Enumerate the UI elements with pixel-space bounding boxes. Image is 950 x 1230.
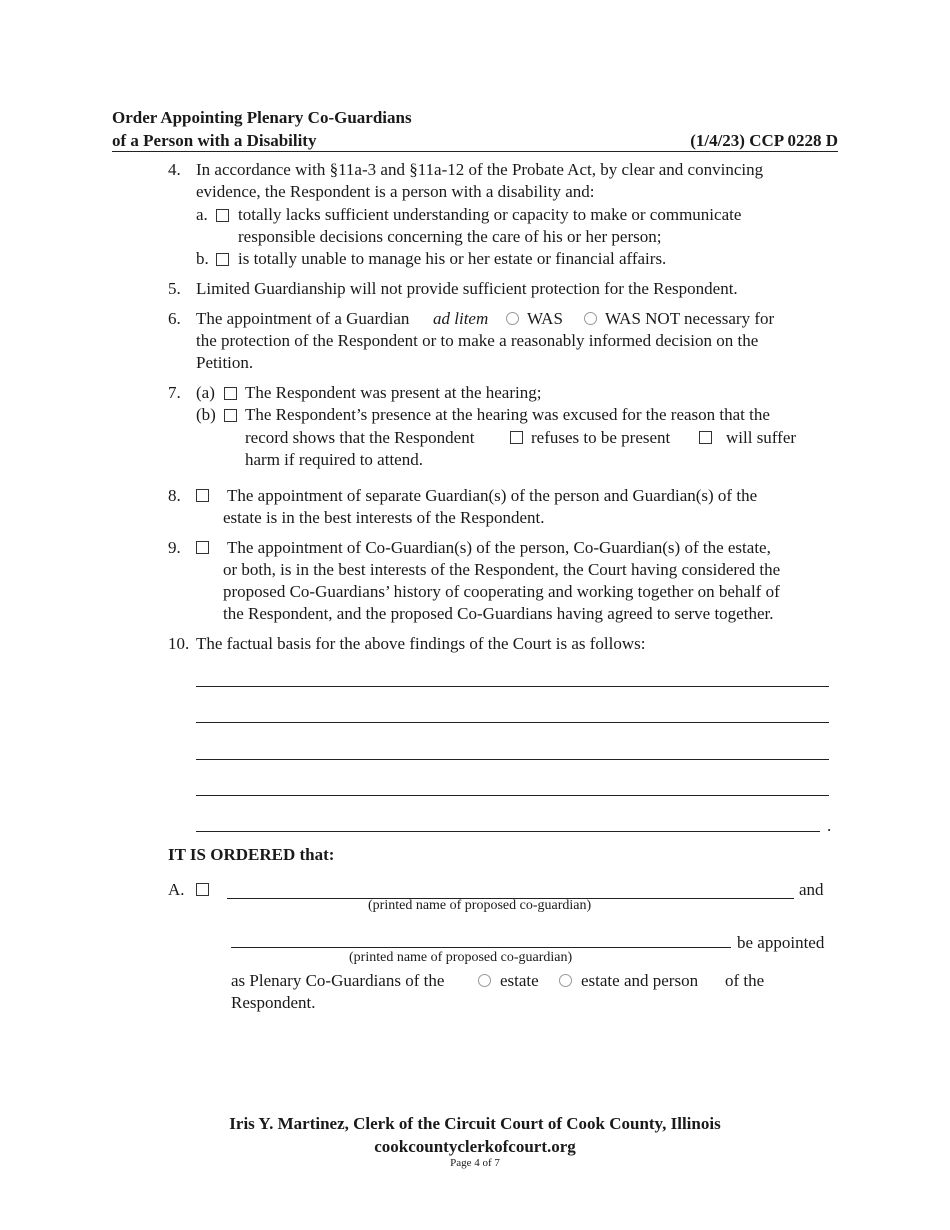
item-6-was-not-radio[interactable] [584, 312, 597, 325]
estate-radio[interactable] [478, 974, 491, 987]
item-4b-label: b. [196, 249, 209, 268]
ordered-a-label: A. [168, 880, 185, 899]
and-word: and [799, 880, 824, 899]
footer-clerk: Iris Y. Martinez, Clerk of the Circuit Court of Cook County, Illinois [229, 1114, 721, 1133]
ordered-a-checkbox[interactable] [196, 883, 209, 896]
item-6-line3: Petition. [196, 353, 254, 372]
item-6-ad-litem: ad litem [433, 309, 489, 328]
item-4a-line2: responsible decisions concerning the care of his or her person; [238, 227, 662, 246]
item-4a-label: a. [196, 205, 208, 224]
factual-basis-line-3[interactable] [196, 759, 829, 760]
form-title-line2: of a Person with a Disability [112, 131, 317, 150]
item-4-line1: In accordance with §11a-3 and §11a-12 of the Probate Act, by clear and convincing [196, 160, 764, 179]
item-9-line3: proposed Co-Guardians’ history of cooperating and working together on behalf of [223, 582, 780, 601]
item-8-checkbox[interactable] [196, 489, 209, 502]
co-guardian-2-name-line[interactable] [231, 947, 731, 948]
factual-basis-period: . [827, 816, 832, 835]
item-7b-harm-label: will suffer [726, 428, 797, 447]
form-title-line1: Order Appointing Plenary Co-Guardians [112, 108, 412, 127]
item-7a-text: The Respondent was present at the hearing; [245, 383, 542, 402]
item-7-number: 7. [168, 383, 181, 402]
item-7b-refuses-label: refuses to be present [531, 428, 671, 447]
item-8-line1: The appointment of separate Guardian(s) of the person and Guardian(s) of the [227, 486, 758, 505]
item-6-line2: the protection of the Respondent or to make a reasonably informed decision on the [196, 331, 759, 350]
item-6-was-not-label: WAS NOT necessary for [605, 309, 775, 328]
plenary-text: as Plenary Co-Guardians of the [231, 971, 445, 990]
estate-and-person-radio[interactable] [559, 974, 572, 987]
factual-basis-line-2[interactable] [196, 722, 829, 723]
header-rule [112, 151, 838, 152]
item-6-number: 6. [168, 309, 181, 328]
item-6-text-pre: The appointment of a Guardian [196, 309, 410, 328]
item-4-number: 4. [168, 160, 181, 179]
item-10-text: The factual basis for the above findings of the Court is as follows: [196, 634, 646, 653]
item-7b-line1: The Respondent’s presence at the hearing was excused for the reason that the [245, 405, 770, 424]
form-code: (1/4/23) CCP 0228 D [690, 131, 838, 150]
item-5-text: Limited Guardianship will not provide sufficient protection for the Respondent. [196, 279, 738, 298]
co-guardian-2-caption: (printed name of proposed co-guardian) [349, 950, 573, 965]
be-appointed-text: be appointed [737, 933, 825, 952]
footer-website[interactable]: cookcountyclerkofcourt.org [374, 1137, 576, 1156]
item-7b-checkbox[interactable] [224, 409, 237, 422]
item-5-number: 5. [168, 279, 181, 298]
factual-basis-line-1[interactable] [196, 686, 829, 687]
of-the-text: of the [725, 971, 765, 990]
item-7b-line2: record shows that the Respondent [245, 428, 475, 447]
item-6-was-radio[interactable] [506, 312, 519, 325]
factual-basis-line-5[interactable] [196, 831, 820, 832]
item-9-line1: The appointment of Co-Guardian(s) of the person, Co-Guardian(s) of the estate, [227, 538, 771, 557]
item-9-line4: the Respondent, and the proposed Co-Guardians having agreed to serve together. [223, 604, 774, 623]
estate-and-person-label: estate and person [581, 971, 699, 990]
footer-page-number: Page 4 of 7 [450, 1157, 500, 1169]
item-7b-label: (b) [196, 405, 216, 424]
item-4-line2: evidence, the Respondent is a person with a disability and: [196, 182, 595, 201]
item-4a-line1: totally lacks sufficient understanding or capacity to make or communicate [238, 205, 742, 224]
item-4a-checkbox[interactable] [216, 209, 229, 222]
factual-basis-line-4[interactable] [196, 795, 829, 796]
item-6-was-label: WAS [527, 309, 563, 328]
item-7b-line3: harm if required to attend. [245, 450, 423, 469]
ordered-heading: IT IS ORDERED that: [168, 845, 335, 864]
item-9-checkbox[interactable] [196, 541, 209, 554]
item-8-line2: estate is in the best interests of the Respondent. [223, 508, 545, 527]
item-7a-label: (a) [196, 383, 215, 402]
co-guardian-1-caption: (printed name of proposed co-guardian) [368, 898, 592, 913]
item-9-line2: or both, is in the best interests of the Respondent, the Court having considered the [223, 560, 781, 579]
respondent-text: Respondent. [231, 993, 316, 1012]
item-8-number: 8. [168, 486, 181, 505]
item-9-number: 9. [168, 538, 181, 557]
item-7a-checkbox[interactable] [224, 387, 237, 400]
item-7b-harm-checkbox[interactable] [699, 431, 712, 444]
estate-label: estate [500, 971, 539, 990]
item-4b-checkbox[interactable] [216, 253, 229, 266]
item-4b-line1: is totally unable to manage his or her estate or financial affairs. [238, 249, 667, 268]
item-7b-refuses-checkbox[interactable] [510, 431, 523, 444]
item-10-number: 10. [168, 634, 190, 653]
